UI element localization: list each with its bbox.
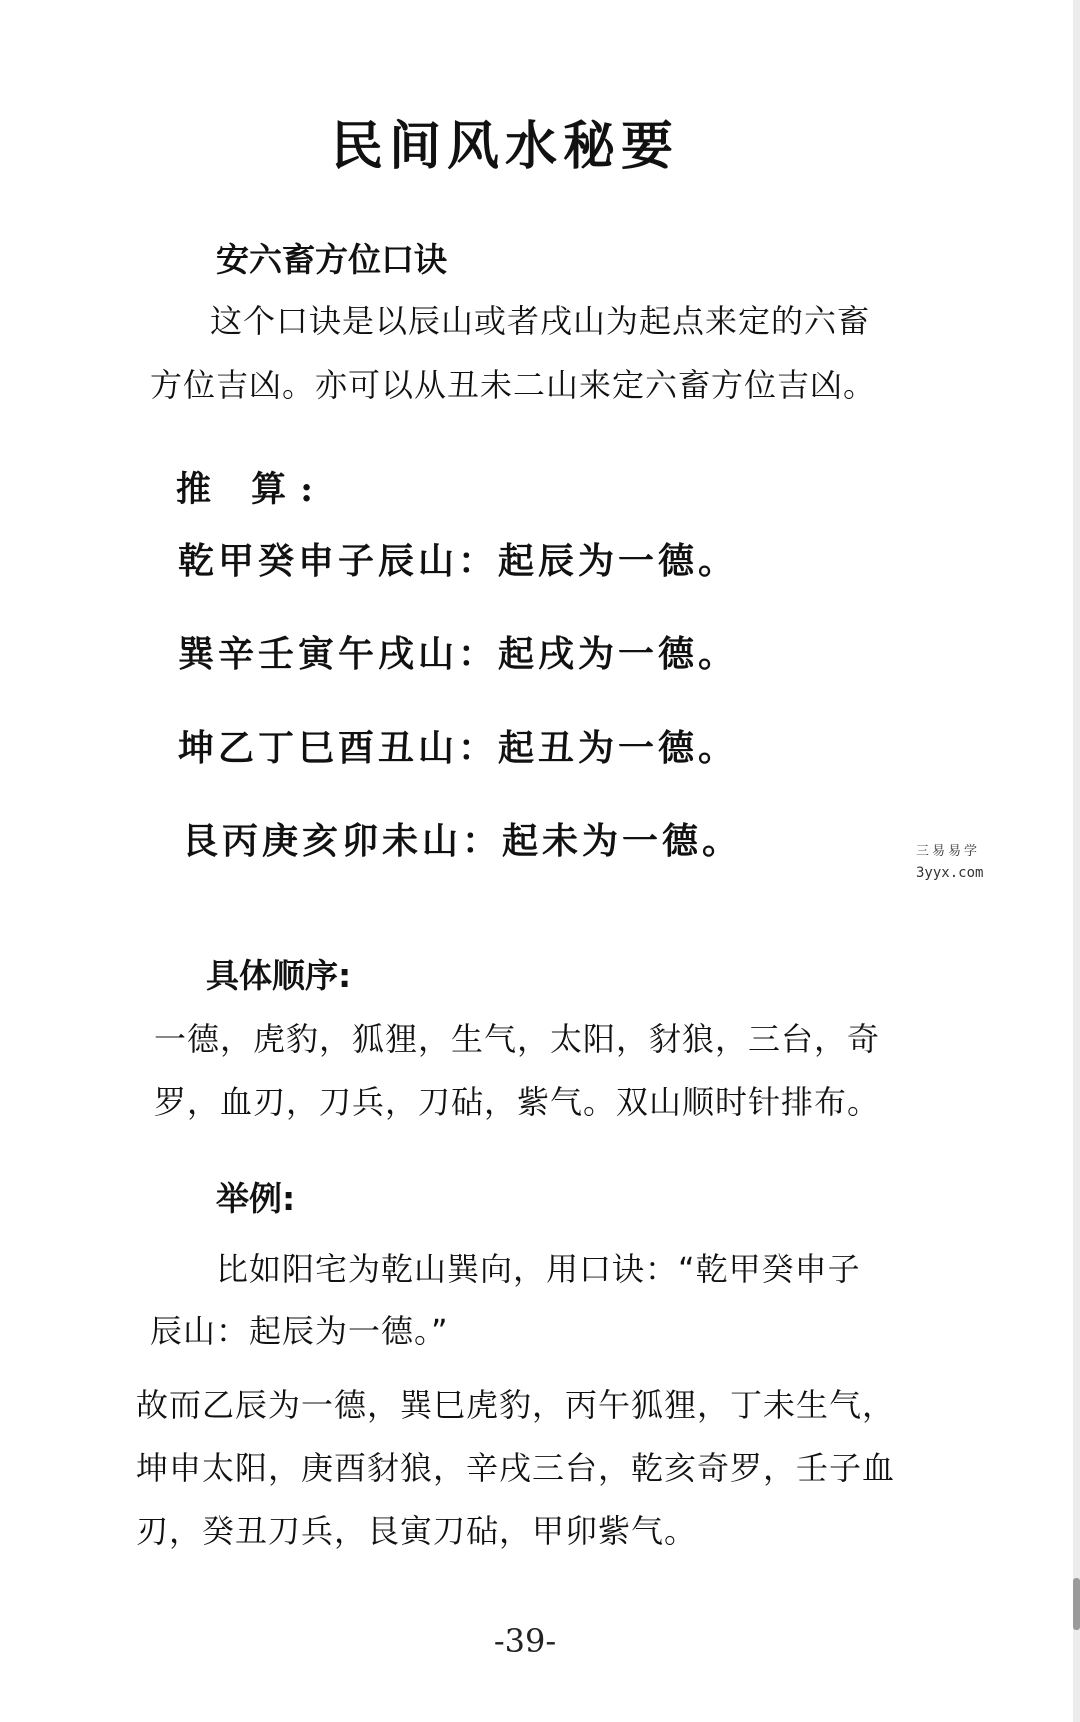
page-title: 民间风水秘要 — [330, 116, 679, 177]
example-heading: 举例: — [216, 1179, 296, 1218]
example-line-5: 刃，癸丑刀兵，艮寅刀砧，甲卯紫气。 — [136, 1512, 698, 1550]
watermark-line-2: 3yyx.com — [916, 865, 984, 881]
order-heading: 具体顺序: — [206, 956, 352, 995]
order-line-2: 罗，血刃，刀兵，刀砧，紫气。双山顺时针排布。 — [154, 1083, 881, 1121]
formula-line-3: 坤乙丁巳酉丑山：起丑为一德。 — [178, 727, 739, 769]
scrollbar-track[interactable] — [1073, 0, 1080, 1722]
formula-line-4: 艮丙庚亥卯未山：起未为一德。 — [182, 820, 743, 862]
example-line-3: 故而乙辰为一德，巽巳虎豹，丙午狐狸，丁未生气， — [136, 1386, 896, 1424]
order-line-1: 一德，虎豹，狐狸，生气，太阳，豺狼，三台，奇 — [154, 1020, 881, 1058]
example-line-4: 坤申太阳，庚酉豺狼，辛戌三台，乾亥奇罗，壬子血 — [136, 1449, 896, 1487]
intro-paragraph-line-2: 方位吉凶。亦可以从丑未二山来定六畜方位吉凶。 — [150, 366, 877, 404]
intro-paragraph-line-1: 这个口诀是以辰山或者戌山为起点来定的六畜 — [210, 302, 871, 340]
watermark — [916, 840, 983, 881]
example-line-2: 辰山：起辰为一德。” — [150, 1312, 449, 1350]
page-number: -39- — [493, 1622, 557, 1660]
calculation-heading: 推 算: — [176, 469, 328, 510]
example-line-1: 比如阳宅为乾山巽向，用口诀：“乾甲癸申子 — [216, 1250, 861, 1288]
scrollbar-thumb[interactable] — [1073, 1578, 1080, 1630]
section-heading-six-livestock: 安六畜方位口诀 — [216, 240, 447, 279]
formula-line-2: 巽辛壬寅午戌山：起戌为一德。 — [178, 633, 739, 675]
formula-line-1: 乾甲癸申子辰山：起辰为一德。 — [178, 540, 739, 582]
watermark-line-1: 三易易学 — [916, 844, 981, 859]
